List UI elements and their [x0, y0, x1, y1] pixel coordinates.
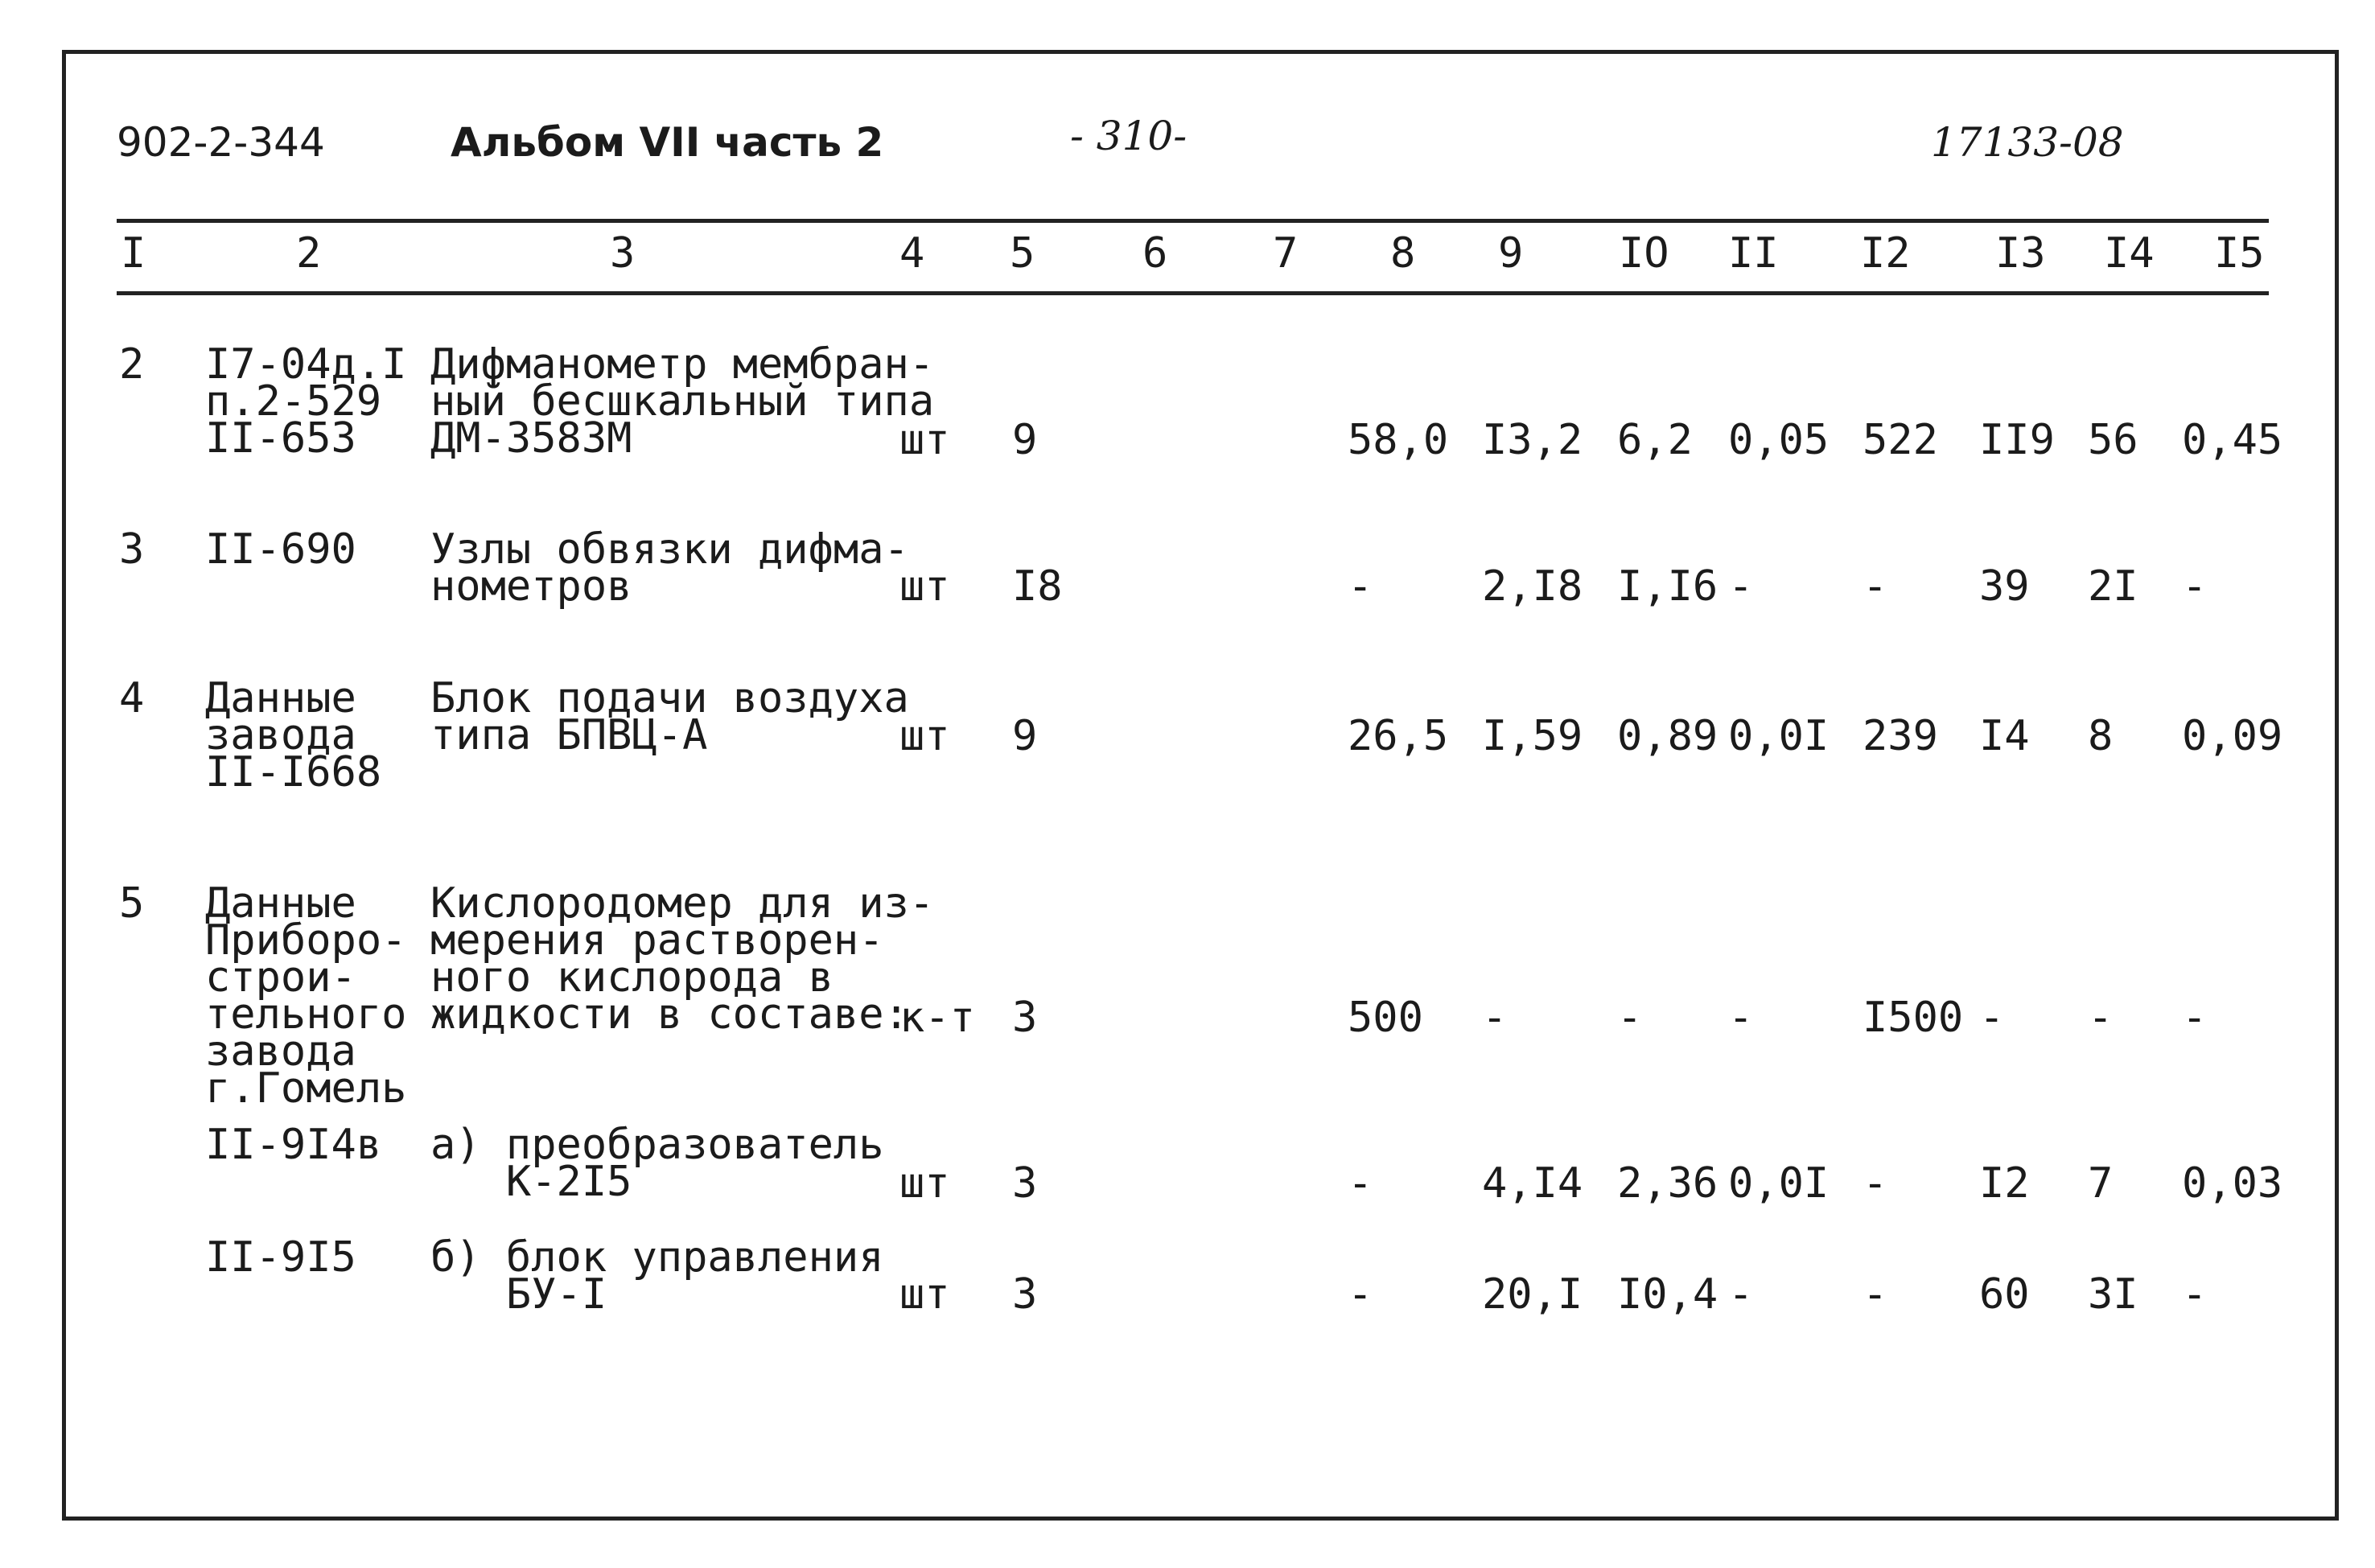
document-code: 902-2-344: [117, 119, 325, 166]
row-col8: -: [1348, 1270, 1373, 1319]
column-header: 2: [296, 229, 322, 278]
row-col12: 522: [1863, 416, 1938, 464]
row-qty: 3: [1012, 994, 1038, 1042]
row-col13: II9: [1979, 416, 2055, 464]
row-code: Данные Приборо- строи- тельного завода г.Гомель: [205, 879, 407, 1113]
row-col11: 0,0I: [1728, 1159, 1830, 1208]
row-col14: -: [2088, 994, 2114, 1042]
row-col15: 0,03: [2182, 1159, 2283, 1208]
project-code: 17133-08: [1931, 119, 2124, 166]
row-col10: I,I6: [1617, 562, 1718, 611]
row-qty: I8: [1012, 562, 1063, 611]
row-col11: 0,0I: [1728, 712, 1830, 760]
row-col10: -: [1617, 994, 1643, 1042]
row-col15: -: [2182, 994, 2208, 1042]
row-position: 5: [119, 879, 145, 928]
row-col10: 6,2: [1617, 416, 1693, 464]
row-qty: 9: [1012, 712, 1038, 760]
row-qty: 3: [1012, 1159, 1038, 1208]
header-bottom-rule: [117, 291, 2269, 295]
header-top-rule: [117, 219, 2269, 223]
row-col15: -: [2182, 1270, 2208, 1319]
row-col8: 58,0: [1348, 416, 1449, 464]
row-qty: 3: [1012, 1270, 1038, 1319]
row-name: Кислородомер для из- мерения растворен- ного кислорода в жидкости в составе:: [430, 879, 935, 1039]
row-unit: шт: [899, 416, 950, 464]
row-code: Данные завода II-I668: [205, 674, 382, 796]
row-col12: 239: [1863, 712, 1938, 760]
row-position: 3: [119, 525, 145, 574]
row-code: II-9I4в: [205, 1121, 382, 1169]
row-col11: 0,05: [1728, 416, 1830, 464]
row-col10: I0,4: [1617, 1270, 1718, 1319]
row-col9: 4,I4: [1482, 1159, 1583, 1208]
column-header: 7: [1273, 229, 1299, 278]
row-col14: 56: [2088, 416, 2138, 464]
row-col15: 0,09: [2182, 712, 2283, 760]
row-col8: -: [1348, 562, 1373, 611]
row-col13: 60: [1979, 1270, 2030, 1319]
row-col14: 7: [2088, 1159, 2114, 1208]
row-col10: 2,36: [1617, 1159, 1718, 1208]
row-col11: -: [1728, 994, 1754, 1042]
row-col13: I4: [1979, 712, 2030, 760]
row-name: Узлы обвязки дифма- нометров: [430, 525, 909, 611]
row-code: I7-04д.I п.2-529 II-653: [205, 340, 407, 463]
column-header: 6: [1142, 229, 1168, 278]
row-col13: I2: [1979, 1159, 2030, 1208]
column-header: I5: [2214, 229, 2265, 278]
row-col9: I,59: [1482, 712, 1583, 760]
row-code: II-9I5: [205, 1233, 356, 1282]
row-col11: -: [1728, 562, 1754, 611]
row-col9: 20,I: [1482, 1270, 1583, 1319]
row-name: а) преобразователь К-2I5: [430, 1121, 884, 1206]
row-col15: -: [2182, 562, 2208, 611]
column-header: 8: [1390, 229, 1416, 278]
row-col14: 3I: [2088, 1270, 2138, 1319]
row-col8: 26,5: [1348, 712, 1449, 760]
row-position: 2: [119, 340, 145, 389]
row-col9: 2,I8: [1482, 562, 1583, 611]
album-label: Альбом VII часть 2: [451, 119, 884, 166]
row-col13: -: [1979, 994, 2005, 1042]
page-number: - 310-: [1070, 113, 1188, 159]
column-header: I: [121, 229, 146, 278]
row-name: б) блок управления БУ-I: [430, 1233, 884, 1319]
column-header: I4: [2104, 229, 2155, 278]
row-col12: -: [1863, 1270, 1888, 1319]
row-position: 4: [119, 674, 145, 722]
row-col14: 8: [2088, 712, 2114, 760]
row-col14: 2I: [2088, 562, 2138, 611]
row-unit: шт: [899, 712, 950, 760]
row-name: Дифманометр мембран- ный бесшкальный типа ДМ-3583М: [430, 340, 935, 463]
row-col8: -: [1348, 1159, 1373, 1208]
column-header: IO: [1619, 229, 1669, 278]
row-col12: -: [1863, 1159, 1888, 1208]
column-header: 9: [1498, 229, 1524, 278]
row-col10: 0,89: [1617, 712, 1718, 760]
row-col12: -: [1863, 562, 1888, 611]
row-col13: 39: [1979, 562, 2030, 611]
row-name: Блок подачи воздуха типа БПВЦ-А: [430, 674, 909, 759]
row-unit: шт: [899, 1270, 950, 1319]
column-header: 4: [899, 229, 925, 278]
row-unit: шт: [899, 1159, 950, 1208]
row-col9: I3,2: [1482, 416, 1583, 464]
column-header: 3: [610, 229, 636, 278]
row-col8: 500: [1348, 994, 1423, 1042]
column-header: I3: [1995, 229, 2046, 278]
column-header: I2: [1860, 229, 1911, 278]
row-col12: I500: [1863, 994, 1964, 1042]
row-col9: -: [1482, 994, 1508, 1042]
column-header: 5: [1010, 229, 1035, 278]
column-header: II: [1728, 229, 1779, 278]
row-unit: шт: [899, 562, 950, 611]
row-code: II-690: [205, 525, 356, 574]
row-col15: 0,45: [2182, 416, 2283, 464]
row-unit: к-т: [899, 994, 975, 1042]
row-col11: -: [1728, 1270, 1754, 1319]
row-qty: 9: [1012, 416, 1038, 464]
